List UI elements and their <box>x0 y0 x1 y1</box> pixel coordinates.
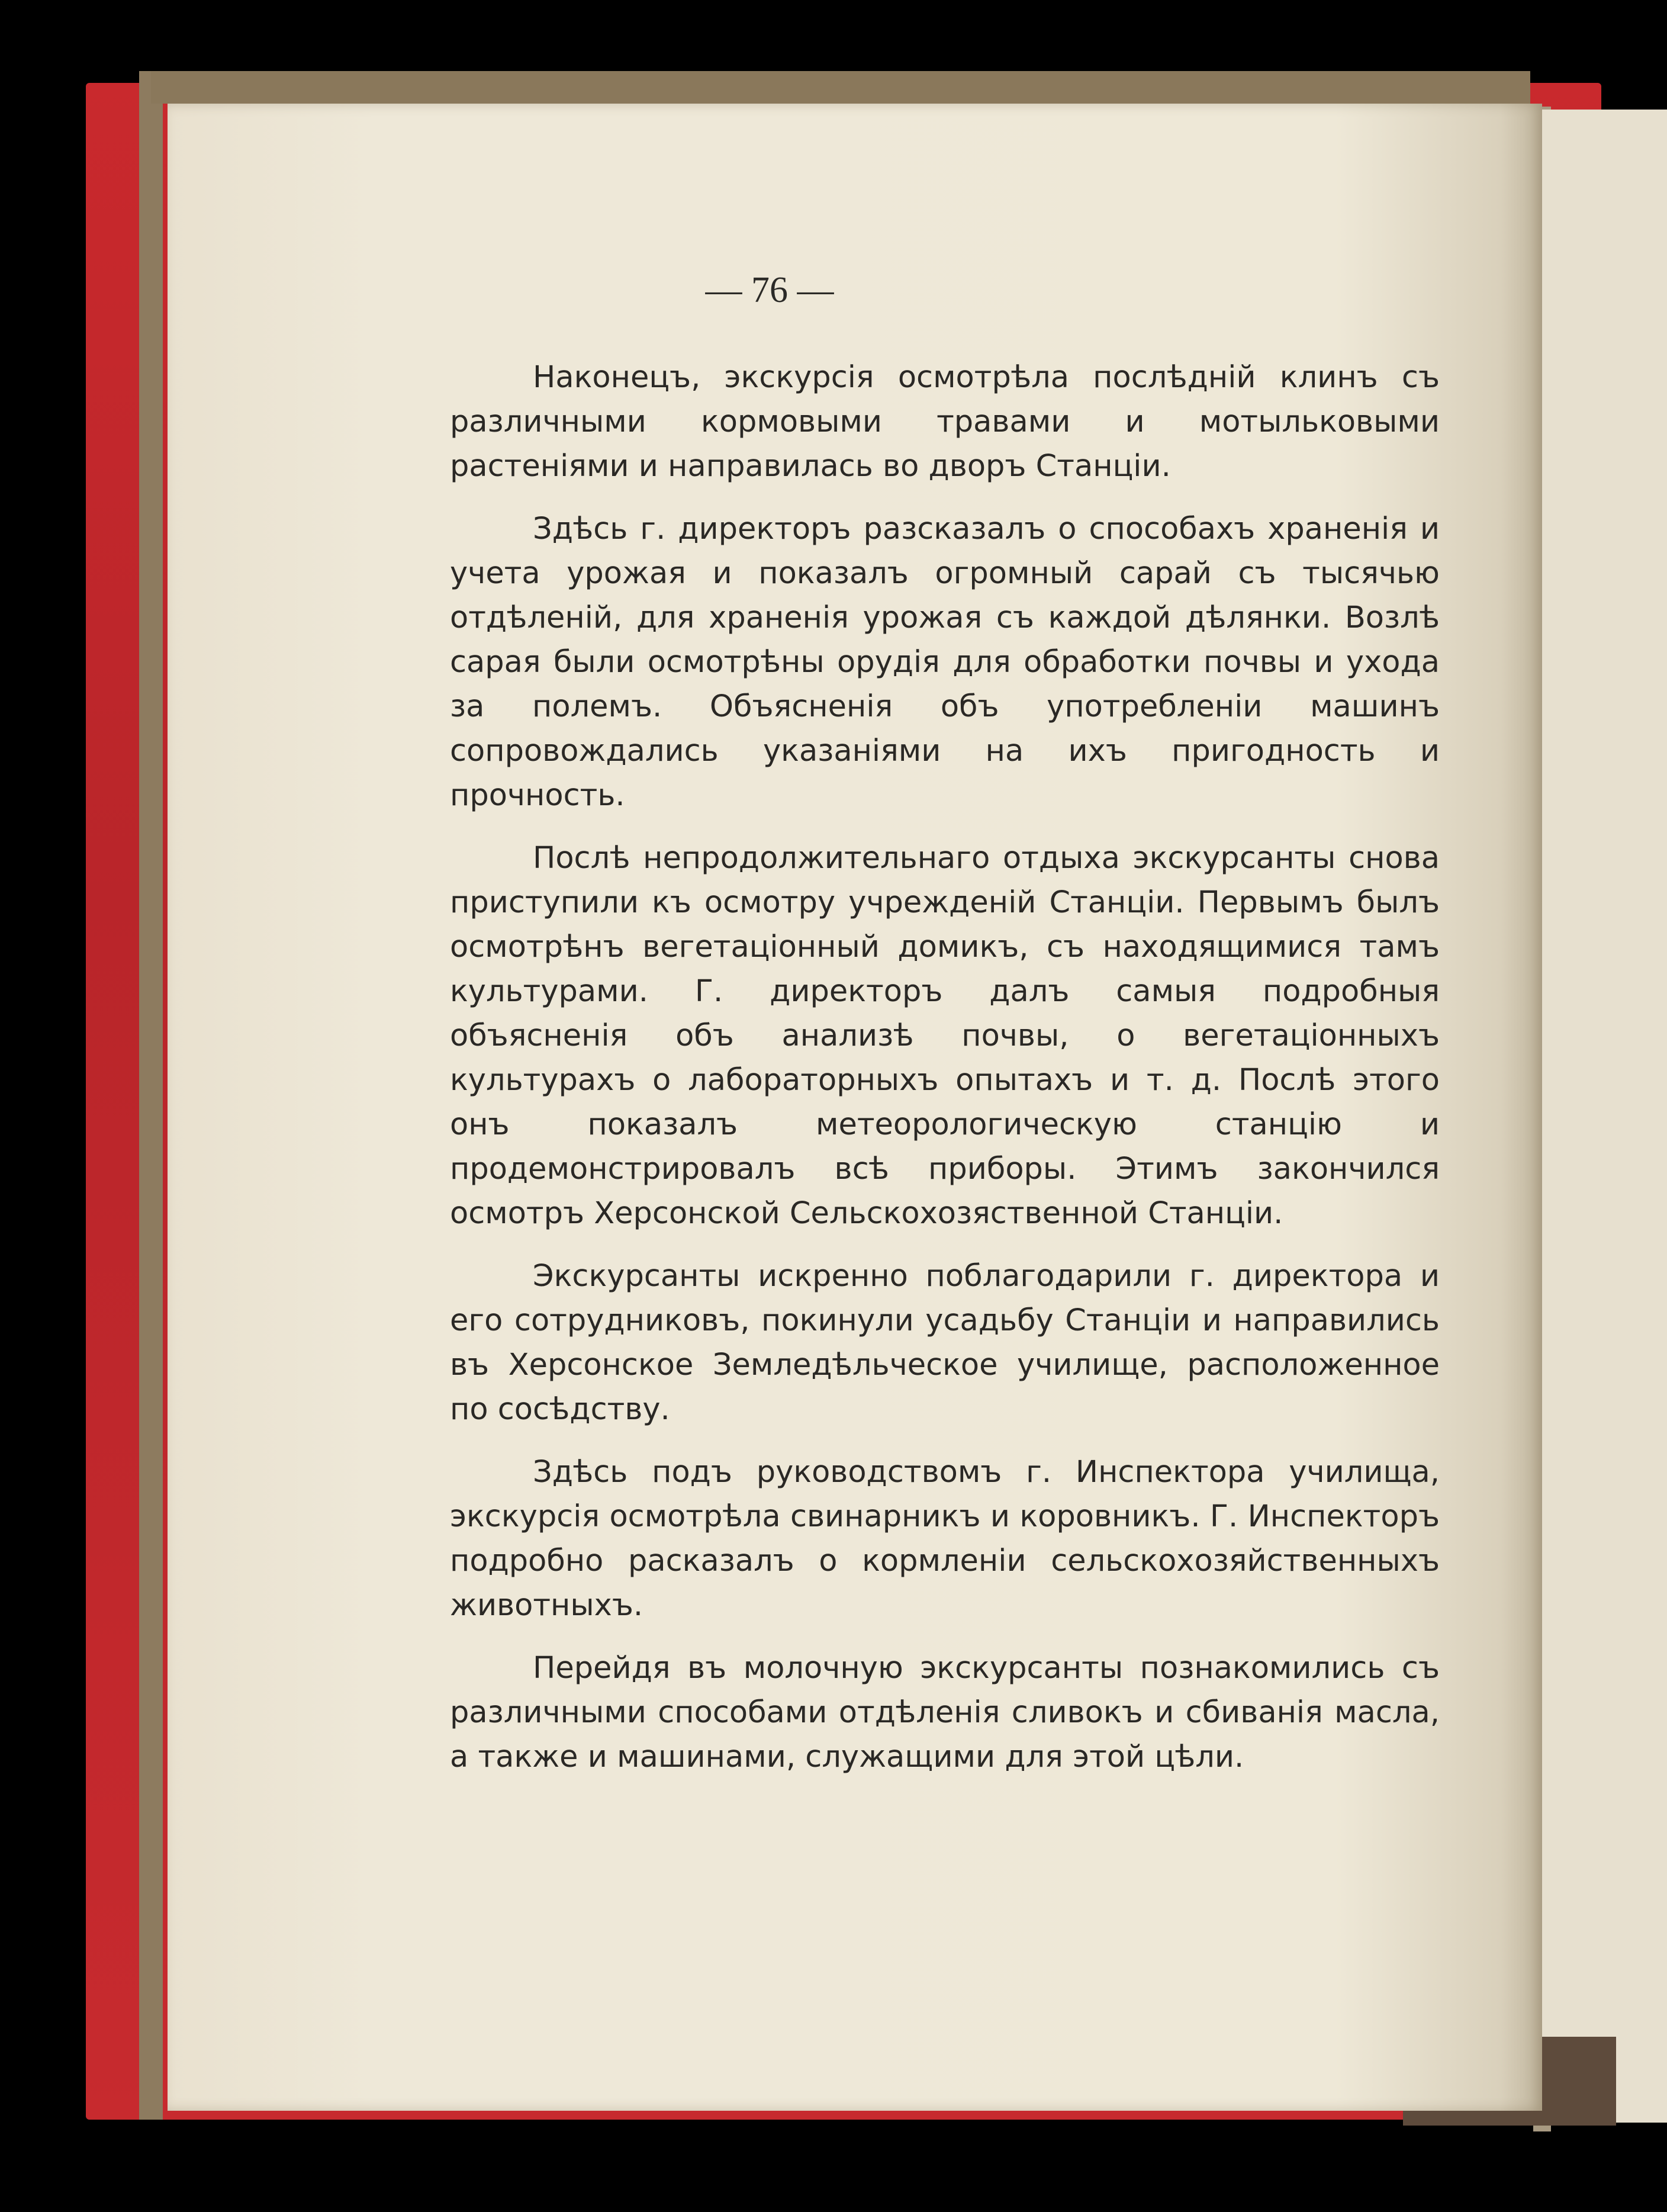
paragraph-2: Здѣсь г. директоръ разсказалъ о способахъ храненія и учета урожая и показалъ огромный сарай съ тысячью отдѣленій, для храненія урожая съ каждой дѣлянки. Возлѣ сарая были осмотрѣны орудія для обработки почвы и ухода за полемъ. Объясненія объ употребленіи машинъ сопровождались указаніями на ихъ пригодность и прочность. <box>450 512 1440 813</box>
paragraph-1: Наконецъ, экскурсія осмотрѣла послѣдній клинъ съ различными кормовыми травами и мотыльковыми растеніями и направилась во дворъ Станціи. <box>450 360 1440 484</box>
page-number: — 76 — <box>705 270 834 310</box>
paragraph-5: Здѣсь подъ руководствомъ г. Инспектора училища, экскурсія осмотрѣла свинарникъ и коровникъ. Г. Инспекторъ подробно расказалъ о кормленіи сельскохозяйственныхъ животныхъ. <box>450 1455 1440 1623</box>
paragraph-3: Послѣ непродолжительнаго отдыха экскурсанты снова приступили къ осмотру учрежденій Станціи. Первымъ былъ осмотрѣнъ вегетаціонный домикъ, съ находящимися тамъ культурами. Г. директоръ далъ самыя подробныя объясненія объ анализѣ почвы, о вегетаціонныхъ культурахъ о лабораторныхъ опытахъ и т. д. Послѣ этого онъ показалъ метеорологическую станцію и продемонстрировалъ всѣ приборы. Этимъ закончился осмотръ Херсонской Сельскохозяственной Станціи. <box>450 841 1440 1231</box>
page-text <box>450 355 1440 1798</box>
paragraph-6: Перейдя въ молочную экскурсанты познакомились съ различными способами отдѣленія сливокъ и сбиванія масла, а также и машинами, служащими для этой цѣли. <box>450 1651 1440 1774</box>
board-edge-left <box>139 71 163 2120</box>
paragraph-4: Экскурсанты искренно поблагодарили г. директора и его сотрудниковъ, покинули усадьбу Станціи и направились въ Херсонское Земледѣльческое училище, расположенное по сосѣдству. <box>450 1259 1440 1427</box>
board-edge-top <box>151 71 1530 104</box>
facing-page <box>1539 110 1667 2123</box>
